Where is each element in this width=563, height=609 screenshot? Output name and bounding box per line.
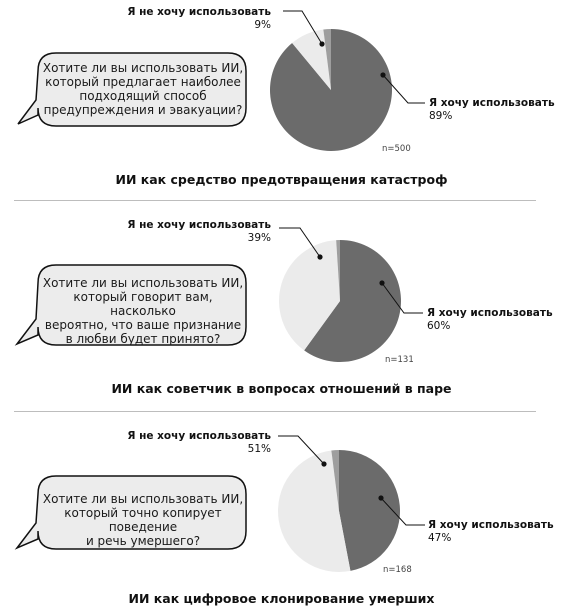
- slice-value-no: 39%: [247, 232, 271, 244]
- question-line: Хотите ли вы использовать ИИ,: [42, 276, 244, 290]
- chart-title: ИИ как средство предотвращения катастроф: [115, 172, 448, 187]
- leader-dot-no: [321, 461, 326, 466]
- slice-label-no: Я не хочу использовать: [127, 6, 271, 18]
- slice-value-no: 51%: [247, 443, 271, 455]
- question-line: вероятно, что ваше признание: [44, 318, 242, 332]
- slice-label-yes: Я хочу использовать: [427, 307, 553, 319]
- leader-dot-no: [317, 254, 322, 259]
- slice-value-no: 9%: [254, 19, 271, 31]
- sample-size: n=168: [383, 565, 412, 575]
- slice-label-no: Я не хочу использовать: [127, 430, 271, 442]
- slice-label-yes: Я хочу использовать: [428, 519, 554, 531]
- chart-title: ИИ как советчик в вопросах отношений в паре: [111, 381, 452, 396]
- question-line: Хотите ли вы использовать ИИ,: [42, 492, 244, 506]
- question-line: и речь умершего?: [85, 534, 201, 548]
- leader-dot-yes: [379, 280, 384, 285]
- question-line: который точно копирует поведение: [64, 506, 222, 534]
- leader-dot-yes: [378, 495, 383, 500]
- chart-panel-1: [0, 0, 563, 200]
- question-line: который предлагает наиболее: [45, 75, 241, 89]
- sample-size: n=131: [385, 355, 414, 365]
- slice-label-no: Я не хочу использовать: [127, 219, 271, 231]
- pie-chart: [0, 409, 563, 609]
- question-line: который говорит вам, насколько: [73, 290, 213, 318]
- slice-value-yes: 47%: [428, 532, 452, 544]
- pie-slice-yes: [339, 450, 400, 571]
- leader-dot-no: [319, 41, 324, 46]
- slice-value-yes: 89%: [429, 110, 453, 122]
- slice-label-yes: Я хочу использовать: [429, 97, 555, 109]
- question-line: подходящий способ: [79, 89, 207, 103]
- slice-value-yes: 60%: [427, 320, 451, 332]
- sample-size: n=500: [382, 144, 411, 154]
- chart-title: ИИ как цифровое клонирование умерших: [128, 591, 435, 606]
- question-line: в любви будет принято?: [65, 332, 221, 346]
- chart-panel-3: [0, 409, 563, 609]
- divider: [14, 200, 536, 201]
- chart-panel-2: [0, 209, 563, 409]
- leader-dot-yes: [380, 72, 385, 77]
- question-line: Хотите ли вы использовать ИИ,: [42, 61, 244, 75]
- question-line: предупреждения и эвакуации?: [43, 103, 243, 117]
